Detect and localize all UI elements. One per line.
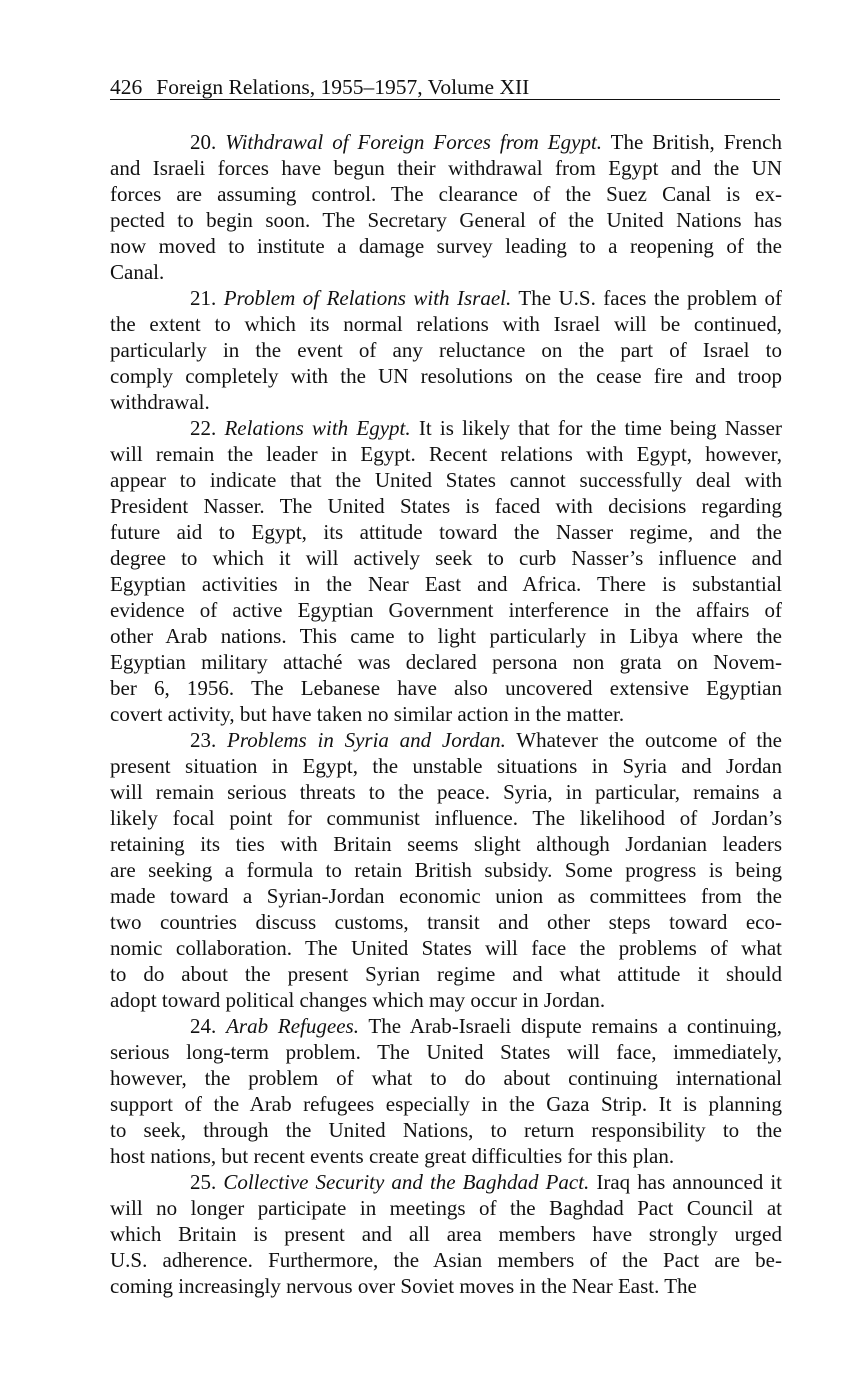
- text-line: host nations, but recent events create great difficulties for this plan.: [110, 1144, 675, 1168]
- text-line: will remain the leader in Egypt. Recent relations with Egypt, however,: [110, 442, 782, 466]
- text-line: which Britain is present and all area members have strongly urged: [110, 1222, 782, 1246]
- text-line: withdrawal.: [110, 390, 210, 414]
- paragraph-20: [110, 129, 782, 285]
- text-line: and Israeli forces have begun their withdrawal from Egypt and the UN: [110, 156, 782, 180]
- text-line: comply completely with the UN resolutions on the cease fire and troop: [110, 364, 782, 388]
- paragraph-text: Iraq has announced it: [589, 1170, 782, 1194]
- text-line: to seek, through the United Nations, to return responsibility to the: [110, 1118, 782, 1142]
- paragraph-21: [110, 285, 782, 415]
- header-rule: [110, 99, 780, 100]
- paragraph-heading: Arab Refugees.: [226, 1014, 359, 1038]
- text-line: likely focal point for communist influence. The likelihood of Jordan’s: [110, 806, 782, 830]
- paragraph-number: 24.: [190, 1014, 217, 1038]
- text-line: adopt toward political changes which may occur in Jordan.: [110, 988, 606, 1012]
- text-line: ber 6, 1956. The Lebanese have also uncovered extensive Egyptian: [110, 676, 782, 700]
- text-line: pected to begin soon. The Secretary General of the United Nations has: [110, 208, 782, 232]
- text-line: [110, 1169, 782, 1195]
- text-line: serious long-term problem. The United States will face, immediately,: [110, 1040, 782, 1064]
- text-line: support of the Arab refugees especially in the Gaza Strip. It is planning: [110, 1092, 782, 1116]
- paragraph-text: The British, French: [602, 130, 782, 154]
- paragraph-24: [110, 1013, 782, 1169]
- text-line: two countries discuss customs, transit and other steps toward eco-: [110, 910, 782, 934]
- text-line: forces are assuming control. The clearance of the Suez Canal is ex-: [110, 182, 782, 206]
- text-line: will no longer participate in meetings of the Baghdad Pact Council at: [110, 1196, 782, 1220]
- paragraph-heading: Withdrawal of Foreign Forces from Egypt.: [225, 130, 603, 154]
- text-line: to do about the present Syrian regime and what attitude it should: [110, 962, 782, 986]
- paragraph-text: The U.S. faces the problem of: [511, 286, 782, 310]
- text-line: President Nasser. The United States is faced with decisions regarding: [110, 494, 782, 518]
- text-line: appear to indicate that the United States cannot successfully deal with: [110, 468, 782, 492]
- text-line: particularly in the event of any reluctance on the part of Israel to: [110, 338, 782, 362]
- text-line: [110, 727, 782, 753]
- text-line: made toward a Syrian-Jordan economic union as committees from the: [110, 884, 782, 908]
- text-line: Egyptian military attaché was declared persona non grata on Novem-: [110, 650, 782, 674]
- text-line: will remain serious threats to the peace. Syria, in particular, remains a: [110, 780, 782, 804]
- text-line: other Arab nations. This came to light particularly in Libya where the: [110, 624, 782, 648]
- paragraph-23: [110, 727, 782, 1013]
- paragraph-22: [110, 415, 782, 727]
- paragraph-number: 25.: [190, 1170, 217, 1194]
- paragraph-heading: Collective Security and the Baghdad Pact.: [223, 1170, 590, 1194]
- paragraph-number: 22.: [190, 416, 217, 440]
- text-line: future aid to Egypt, its attitude toward the Nasser regime, and the: [110, 520, 782, 544]
- page-number: 426: [110, 75, 143, 99]
- paragraph-text: It is likely that for the time being Nasser: [410, 416, 782, 440]
- text-line: are seeking a formula to retain British subsidy. Some progress is being: [110, 858, 782, 882]
- paragraph-heading: Problems in Syria and Jordan.: [227, 728, 506, 752]
- running-title: Foreign Relations, 1955–1957, Volume XII: [156, 75, 530, 99]
- text-line: [110, 129, 782, 155]
- paragraph-number: 23.: [190, 728, 217, 752]
- text-line: evidence of active Egyptian Government interference in the affairs of: [110, 598, 782, 622]
- text-line: degree to which it will actively seek to curb Nasser’s influence and: [110, 546, 782, 570]
- text-line: [110, 1013, 782, 1039]
- body-text: [110, 129, 782, 1299]
- running-head: [110, 74, 780, 100]
- text-line: present situation in Egypt, the unstable situations in Syria and Jordan: [110, 754, 782, 778]
- text-line: nomic collaboration. The United States will face the problems of what: [110, 936, 782, 960]
- paragraph-text: Whatever the outcome of the: [505, 728, 782, 752]
- text-line: Canal.: [110, 260, 165, 284]
- text-line: however, the problem of what to do about continuing international: [110, 1066, 782, 1090]
- text-line: covert activity, but have taken no similar action in the matter.: [110, 702, 625, 726]
- paragraph-heading: Relations with Egypt.: [224, 416, 411, 440]
- text-line: U.S. adherence. Furthermore, the Asian members of the Pact are be-: [110, 1248, 782, 1272]
- text-line: [110, 285, 782, 311]
- text-line: Egyptian activities in the Near East and Africa. There is substantial: [110, 572, 782, 596]
- paragraph-heading: Problem of Relations with Israel.: [223, 286, 512, 310]
- paragraph-number: 21.: [190, 286, 217, 310]
- text-line: coming increasingly nervous over Soviet moves in the Near East. The: [110, 1274, 697, 1298]
- text-line: [110, 415, 782, 441]
- text-line: the extent to which its normal relations with Israel will be continued,: [110, 312, 782, 336]
- paragraph-number: 20.: [190, 130, 217, 154]
- text-line: now moved to institute a damage survey leading to a reopening of the: [110, 234, 782, 258]
- paragraph-25: [110, 1169, 782, 1299]
- text-line: retaining its ties with Britain seems slight although Jordanian leaders: [110, 832, 782, 856]
- paragraph-text: The Arab-Israeli dispute remains a continuing,: [358, 1014, 782, 1038]
